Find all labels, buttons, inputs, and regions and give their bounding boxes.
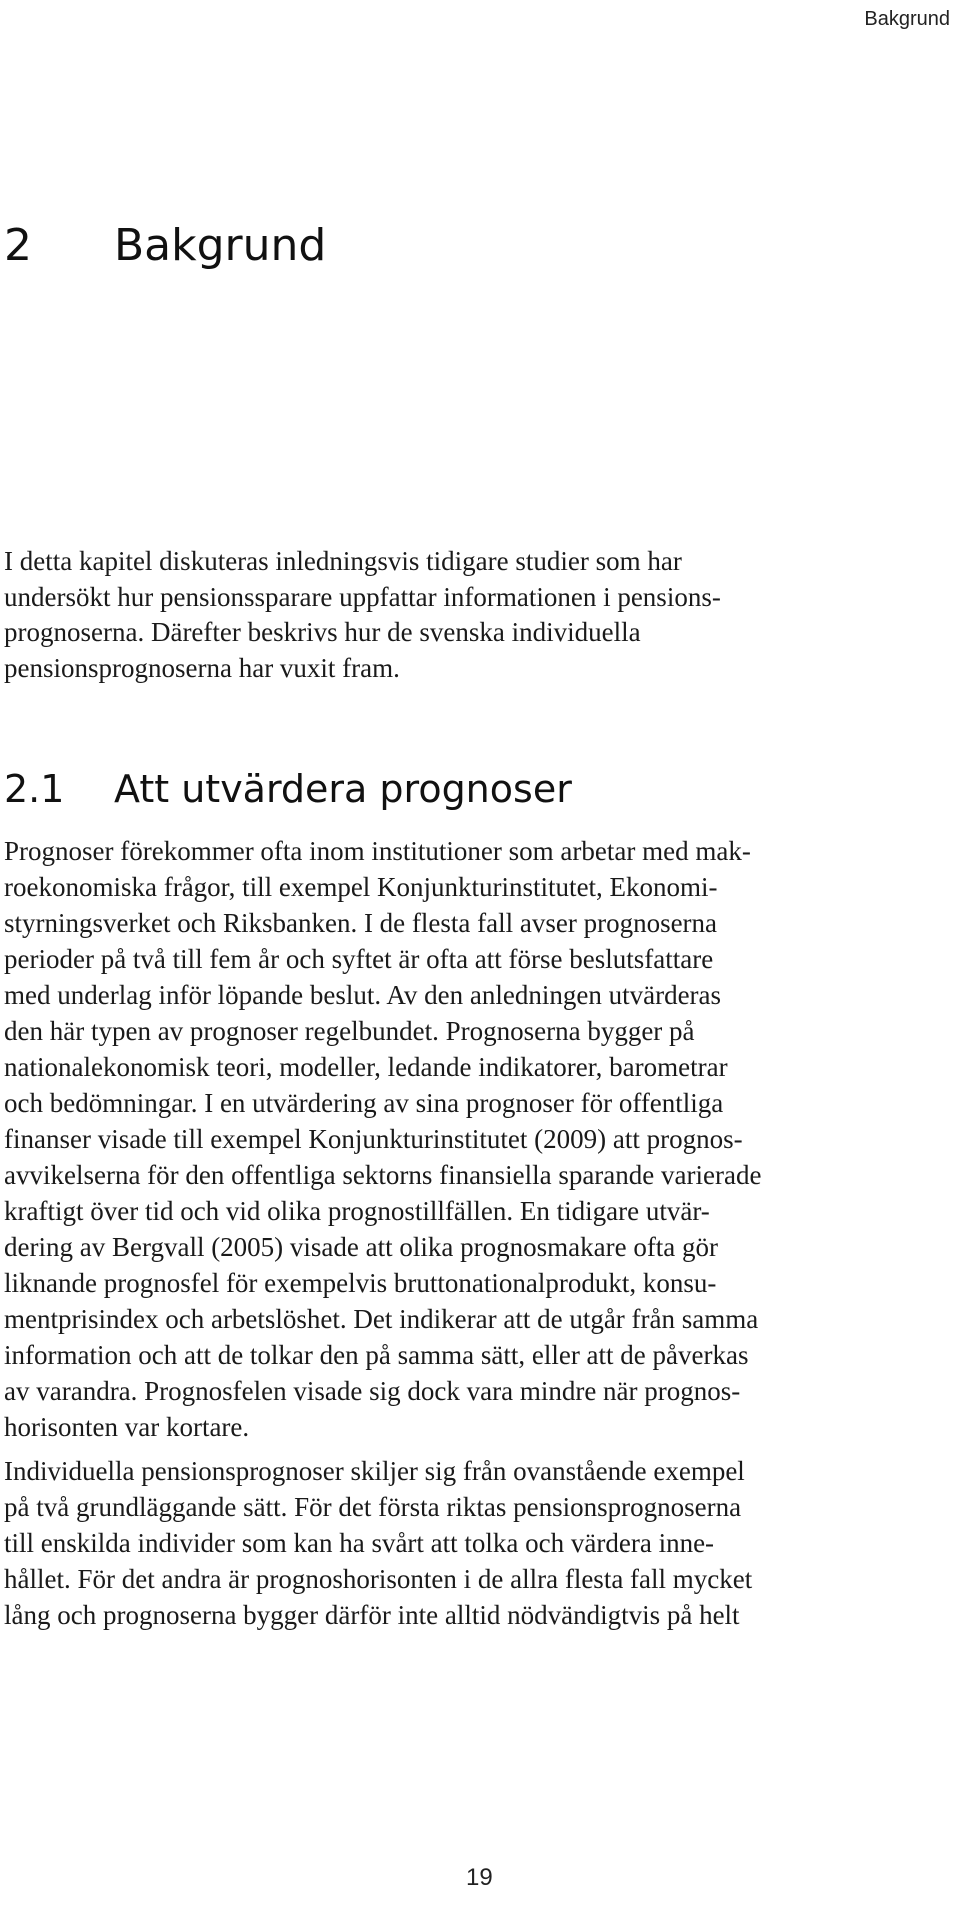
text-line: den här typen av prognoser regelbundet. Prognoserna bygger på [4,1016,695,1046]
text-line: I detta kapitel diskuteras inledningsvis tidigare studier som har [4,546,682,576]
text-line: lång och prognoserna bygger därför inte alltid nödvändigtvis på helt [4,1600,740,1630]
text-line: mentprisindex och arbetslöshet. Det indikerar att de utgår från samma [4,1304,759,1334]
text-line: styrningsverket och Riksbanken. I de flesta fall avser prognoserna [4,908,718,938]
text-line: Prognoser förekommer ofta inom institutioner som arbetar med mak- [4,836,751,866]
running-header: Bakgrund [864,8,950,30]
text-line: finanser visade till exempel Konjunkturinstitutet (2009) att prognos- [4,1124,743,1154]
chapter-title: Bakgrund [114,220,327,271]
chapter-number: 2 [4,220,32,271]
text-line: Individuella pensionsprognoser skiljer sig från ovanstående exempel [4,1456,745,1486]
text-line: undersökt hur pensionssparare uppfattar informationen i pensions- [4,582,721,612]
section-number: 2.1 [4,767,65,811]
page-number: 19 [466,1864,493,1891]
text-line: kraftigt över tid och vid olika prognostillfällen. En tidigare utvär- [4,1196,710,1226]
text-line: avvikelserna för den offentliga sektorns finansiella sparande varierade [4,1160,762,1190]
text-line: och bedömningar. I en utvärdering av sina prognoser för offentliga [4,1088,724,1118]
text-line: dering av Bergvall (2005) visade att olika prognosmakare ofta gör [4,1232,719,1262]
text-line: nationalekonomisk teori, modeller, ledande indikatorer, barometrar [4,1052,728,1082]
text-line: horisonten var kortare. [4,1412,250,1442]
text-line: roekonomiska frågor, till exempel Konjunkturinstitutet, Ekonomi- [4,872,718,902]
text-line: liknande prognosfel för exempelvis bruttonationalprodukt, konsu- [4,1268,717,1298]
text-line: hållet. För det andra är prognoshorisonten i de allra flesta fall mycket [4,1564,753,1594]
text-line: information och att de tolkar den på samma sätt, eller att de påverkas [4,1340,749,1370]
text-line: pensionsprognoserna har vuxit fram. [4,653,400,683]
text-line: av varandra. Prognosfelen visade sig dock vara mindre när prognos- [4,1376,741,1406]
chapter-heading [4,220,326,271]
section-heading [4,767,572,811]
text-line: prognoserna. Därefter beskrivs hur de svenska individuella [4,617,641,647]
text-line: med underlag inför löpande beslut. Av den anledningen utvärderas [4,980,722,1010]
text-line: på två grundläggande sätt. För det första riktas pensionsprognoserna [4,1492,742,1522]
text-line: till enskilda individer som kan ha svårt att tolka och värdera inne- [4,1528,715,1558]
text-line: perioder på två till fem år och syftet är ofta att förse beslutsfattare [4,944,714,974]
section-title: Att utvärdera prognoser [114,767,572,811]
